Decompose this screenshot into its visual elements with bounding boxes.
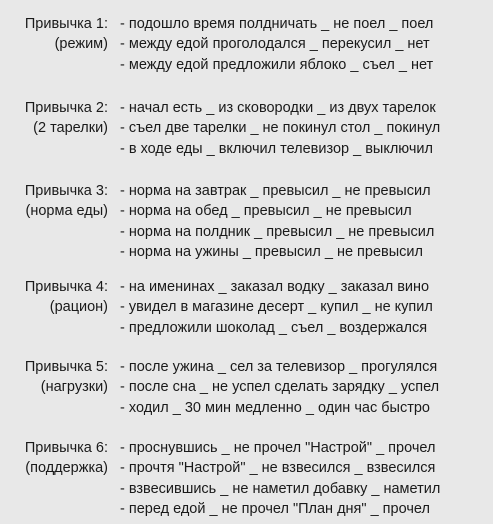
habit-line: - на именинах _ заказал водку _ заказал вино: [120, 279, 430, 295]
habit-lines-1: [120, 14, 492, 75]
habit-line: - между едой предложили яблоко _ съел _ нет: [120, 56, 434, 73]
habit-line: - норма на завтрак _ превысил _ не превысил: [120, 183, 431, 199]
habit-subtitle: (2 тарелки): [33, 120, 108, 137]
habit-subtitle: (поддержка): [25, 460, 108, 477]
habit-lines-6: [120, 438, 492, 519]
habit-title-1: [0, 14, 108, 55]
habit-line: - между едой проголодался _ перекусил _ нет: [120, 36, 430, 53]
habit-line: - взвесившись _ не наметил добавку _ наметил: [120, 480, 441, 497]
habit-line: - подошло время полдничать _ не поел _ поел: [120, 16, 434, 32]
habit-lines-4: [120, 277, 492, 338]
habit-subtitle: (нагрузки): [40, 379, 108, 396]
habit-line: - съел две тарелки _ не покинул стол _ покинул: [120, 120, 441, 137]
habit-line: - прочтя "Настрой" _ не взвесился _ взвесился: [120, 460, 436, 477]
habit-line: - увидел в магазине десерт _ купил _ не купил: [120, 299, 433, 316]
habit-name: Привычка 2:: [24, 100, 108, 116]
habit-lines-3: [120, 181, 492, 262]
habit-line: - в ходе еды _ включил телевизор _ выключил: [120, 140, 433, 157]
habit-subtitle: (рацион): [49, 299, 108, 316]
habit-title-2: [0, 98, 108, 139]
habit-lines-2: [120, 98, 492, 159]
habit-line: - предложили шоколад _ съел _ воздержался: [120, 319, 428, 336]
habit-line: - норма на полдник _ превысил _ не превысил: [120, 223, 435, 240]
habit-subtitle: (норма еды): [25, 203, 108, 220]
habit-title-4: [0, 277, 108, 318]
habit-name: Привычка 6:: [24, 440, 108, 456]
habit-line: - норма на обед _ превысил _ не превысил: [120, 203, 412, 220]
habit-line: - перед едой _ не прочел "План дня" _ прочел: [120, 500, 430, 517]
habit-line: - ходил _ 30 мин медленно _ один час быстро: [120, 399, 430, 416]
habit-name: Привычка 4:: [24, 279, 108, 295]
habit-line: - после сна _ не успел сделать зарядку _ успел: [120, 379, 440, 396]
habit-lines-5: [120, 357, 492, 418]
habit-line: - норма на ужины _ превысил _ не превысил: [120, 243, 423, 260]
habit-title-3: [0, 181, 108, 222]
habit-line: - после ужина _ сел за телевизор _ прогулялся: [120, 359, 438, 375]
habit-title-6: [0, 438, 108, 479]
habit-name: Привычка 3:: [24, 183, 108, 199]
habit-name: Привычка 5:: [24, 359, 108, 375]
habit-title-5: [0, 357, 108, 398]
habit-subtitle: (режим): [54, 36, 108, 53]
habit-name: Привычка 1:: [24, 16, 108, 32]
habit-line: - проснувшись _ не прочел "Настрой" _ прочел: [120, 440, 436, 456]
habit-line: - начал есть _ из сковородки _ из двух тарелок: [120, 100, 436, 116]
